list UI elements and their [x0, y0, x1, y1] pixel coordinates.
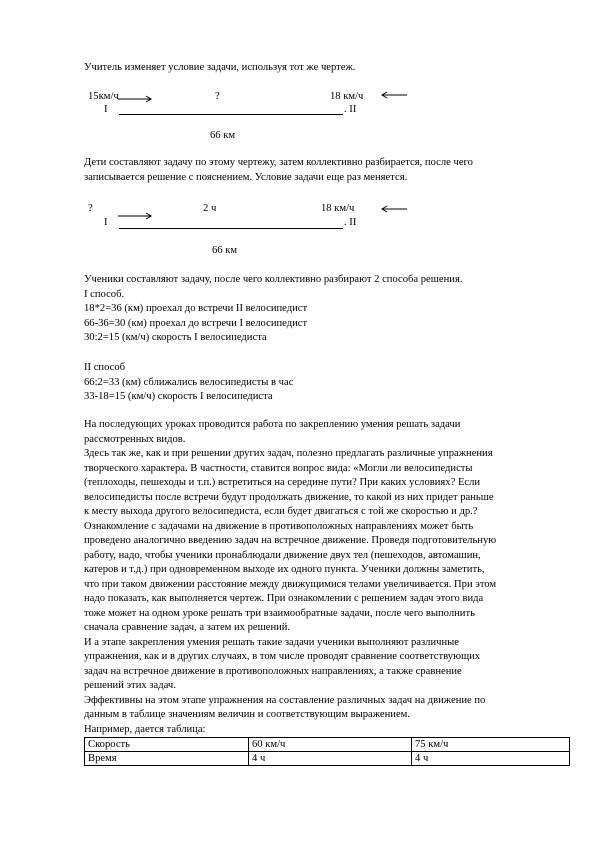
text-line: что при таком движении расстояние между движущимися телами увеличивается. При этом — [84, 578, 497, 590]
solution-method-2 — [84, 361, 524, 405]
text-line: Эффективны на этом этапе упражнения на составление различных задач на движение по — [84, 694, 486, 706]
point-i-label: I — [104, 217, 108, 228]
point-ii-label: . II — [344, 217, 357, 228]
text-line: решений этих задач. — [84, 680, 176, 691]
text-line: тоже может на одном уроке решать три взаимообратные задачи, после чего выполнить — [84, 607, 475, 619]
distance-label: 66 км — [212, 245, 238, 256]
point-ii-label: . II — [344, 104, 357, 115]
text-line: данным в таблице значениям величин и соответствующим выражением. — [84, 709, 411, 720]
table-row — [85, 752, 570, 766]
text-line: работу, надо, чтобы ученики пронаблюдали движение двух тел (пешеходов, автомашин, — [84, 549, 481, 561]
distance-segment — [119, 228, 343, 229]
solution-method-1 — [84, 273, 524, 346]
text-line: сначала сравнение задач, а затем их решений. — [84, 622, 291, 633]
left-arrow-icon — [380, 91, 408, 99]
text-line: надо показать, как выполняется чертеж. При ознакомлении с решением задач этого вида — [84, 593, 484, 604]
text-line: проведено аналогично введению задач на встречное движение. Проведя подготовительную — [84, 535, 497, 546]
speed-time-table — [84, 737, 570, 766]
text-line: рассмотренных видов. — [84, 433, 186, 445]
text-line: Здесь так же, как и при решении других задач, полезно предлагать различные упражнения — [84, 448, 493, 459]
right-arrow-icon — [117, 95, 153, 103]
text-line: II способ — [84, 362, 126, 373]
text-line: 30:2=15 (км/ч) скорость I велосипедиста — [84, 332, 267, 343]
text-line: На последующих уроках проводится работа по закреплению умения решать задачи — [84, 419, 461, 430]
middle-label: ? — [215, 91, 220, 102]
text-line: Например, дается таблица: — [84, 723, 206, 735]
text-line: Ученики составляют задачу, после чего коллективно разбирают 2 способа решения. — [84, 274, 463, 285]
right-speed-label: 18 км/ч — [330, 91, 364, 102]
text-line: 18*2=36 (км) проехал до встречи II велосипедист — [84, 303, 308, 314]
text-line: I способ. — [84, 288, 125, 300]
text-line: 33-18=15 (км/ч) скорость I велосипедиста — [84, 391, 273, 402]
left-speed-label: 15км/ч — [88, 91, 119, 102]
right-arrow-icon — [117, 212, 153, 220]
text-line: творческого характера. В частности, ставится вопрос вида: «Могли ли велосипедисты — [84, 462, 473, 474]
distance-segment — [119, 114, 343, 115]
body-text — [84, 418, 524, 737]
text-line: катеров и т.д.) при одновременном выходе их одного пункта. Ученики должны заметить, — [84, 564, 485, 575]
left-arrow-icon — [380, 205, 408, 213]
text-line: к месту выхода другого велосипедиста, если будет двигаться с той же скоростью и др.? — [84, 506, 478, 517]
text-line: велосипедисты после встречи будут продолжать движение, то какой из них придет раньше — [84, 491, 494, 503]
table-cell: Время — [85, 752, 249, 766]
distance-label: 66 км — [210, 130, 236, 141]
point-i-label: I — [104, 104, 108, 115]
intro-text: Учитель изменяет условие задачи, используя тот же чертеж. — [84, 62, 356, 73]
table-cell: 60 км/ч — [249, 738, 412, 752]
left-speed-label: ? — [88, 203, 93, 214]
text-line: Дети составляют задачу по этому чертежу, затем коллективно разбирается, после чего — [84, 157, 473, 168]
table-cell: 4 ч — [412, 752, 570, 766]
text-line: (теплоходы, пешеходы и т.п.) встретиться на середине пути? При каких условиях? Если — [84, 477, 481, 488]
text-line: 66:2=33 (км) сближались велосипедисты в час — [84, 376, 294, 388]
text-line: Ознакомление с задачами на движение в противоположных направлениях может быть — [84, 520, 474, 532]
table-cell: 75 км/ч — [412, 738, 570, 752]
text-line: И а этапе закрепления умения решать такие задачи ученики выполняют различные — [84, 636, 459, 648]
text-line: упражнения, как и в других случаях, в том числе проводят сравнение соответствующих — [84, 651, 481, 662]
text-line: задач на встречное движение в противоположных направлениях, а также сравнение — [84, 665, 462, 677]
right-speed-label: 18 км/ч — [321, 203, 355, 214]
text-line: 66-36=30 (км) проехал до встречи I велосипедист — [84, 317, 308, 329]
table-cell: 4 ч — [249, 752, 412, 766]
table-cell: Скорость — [85, 738, 249, 752]
paragraph-1 — [84, 156, 524, 185]
text-line: записывается решение с пояснением. Условие задачи еще раз меняется. — [84, 171, 408, 183]
middle-label: 2 ч — [203, 203, 217, 214]
table-row — [85, 738, 570, 752]
